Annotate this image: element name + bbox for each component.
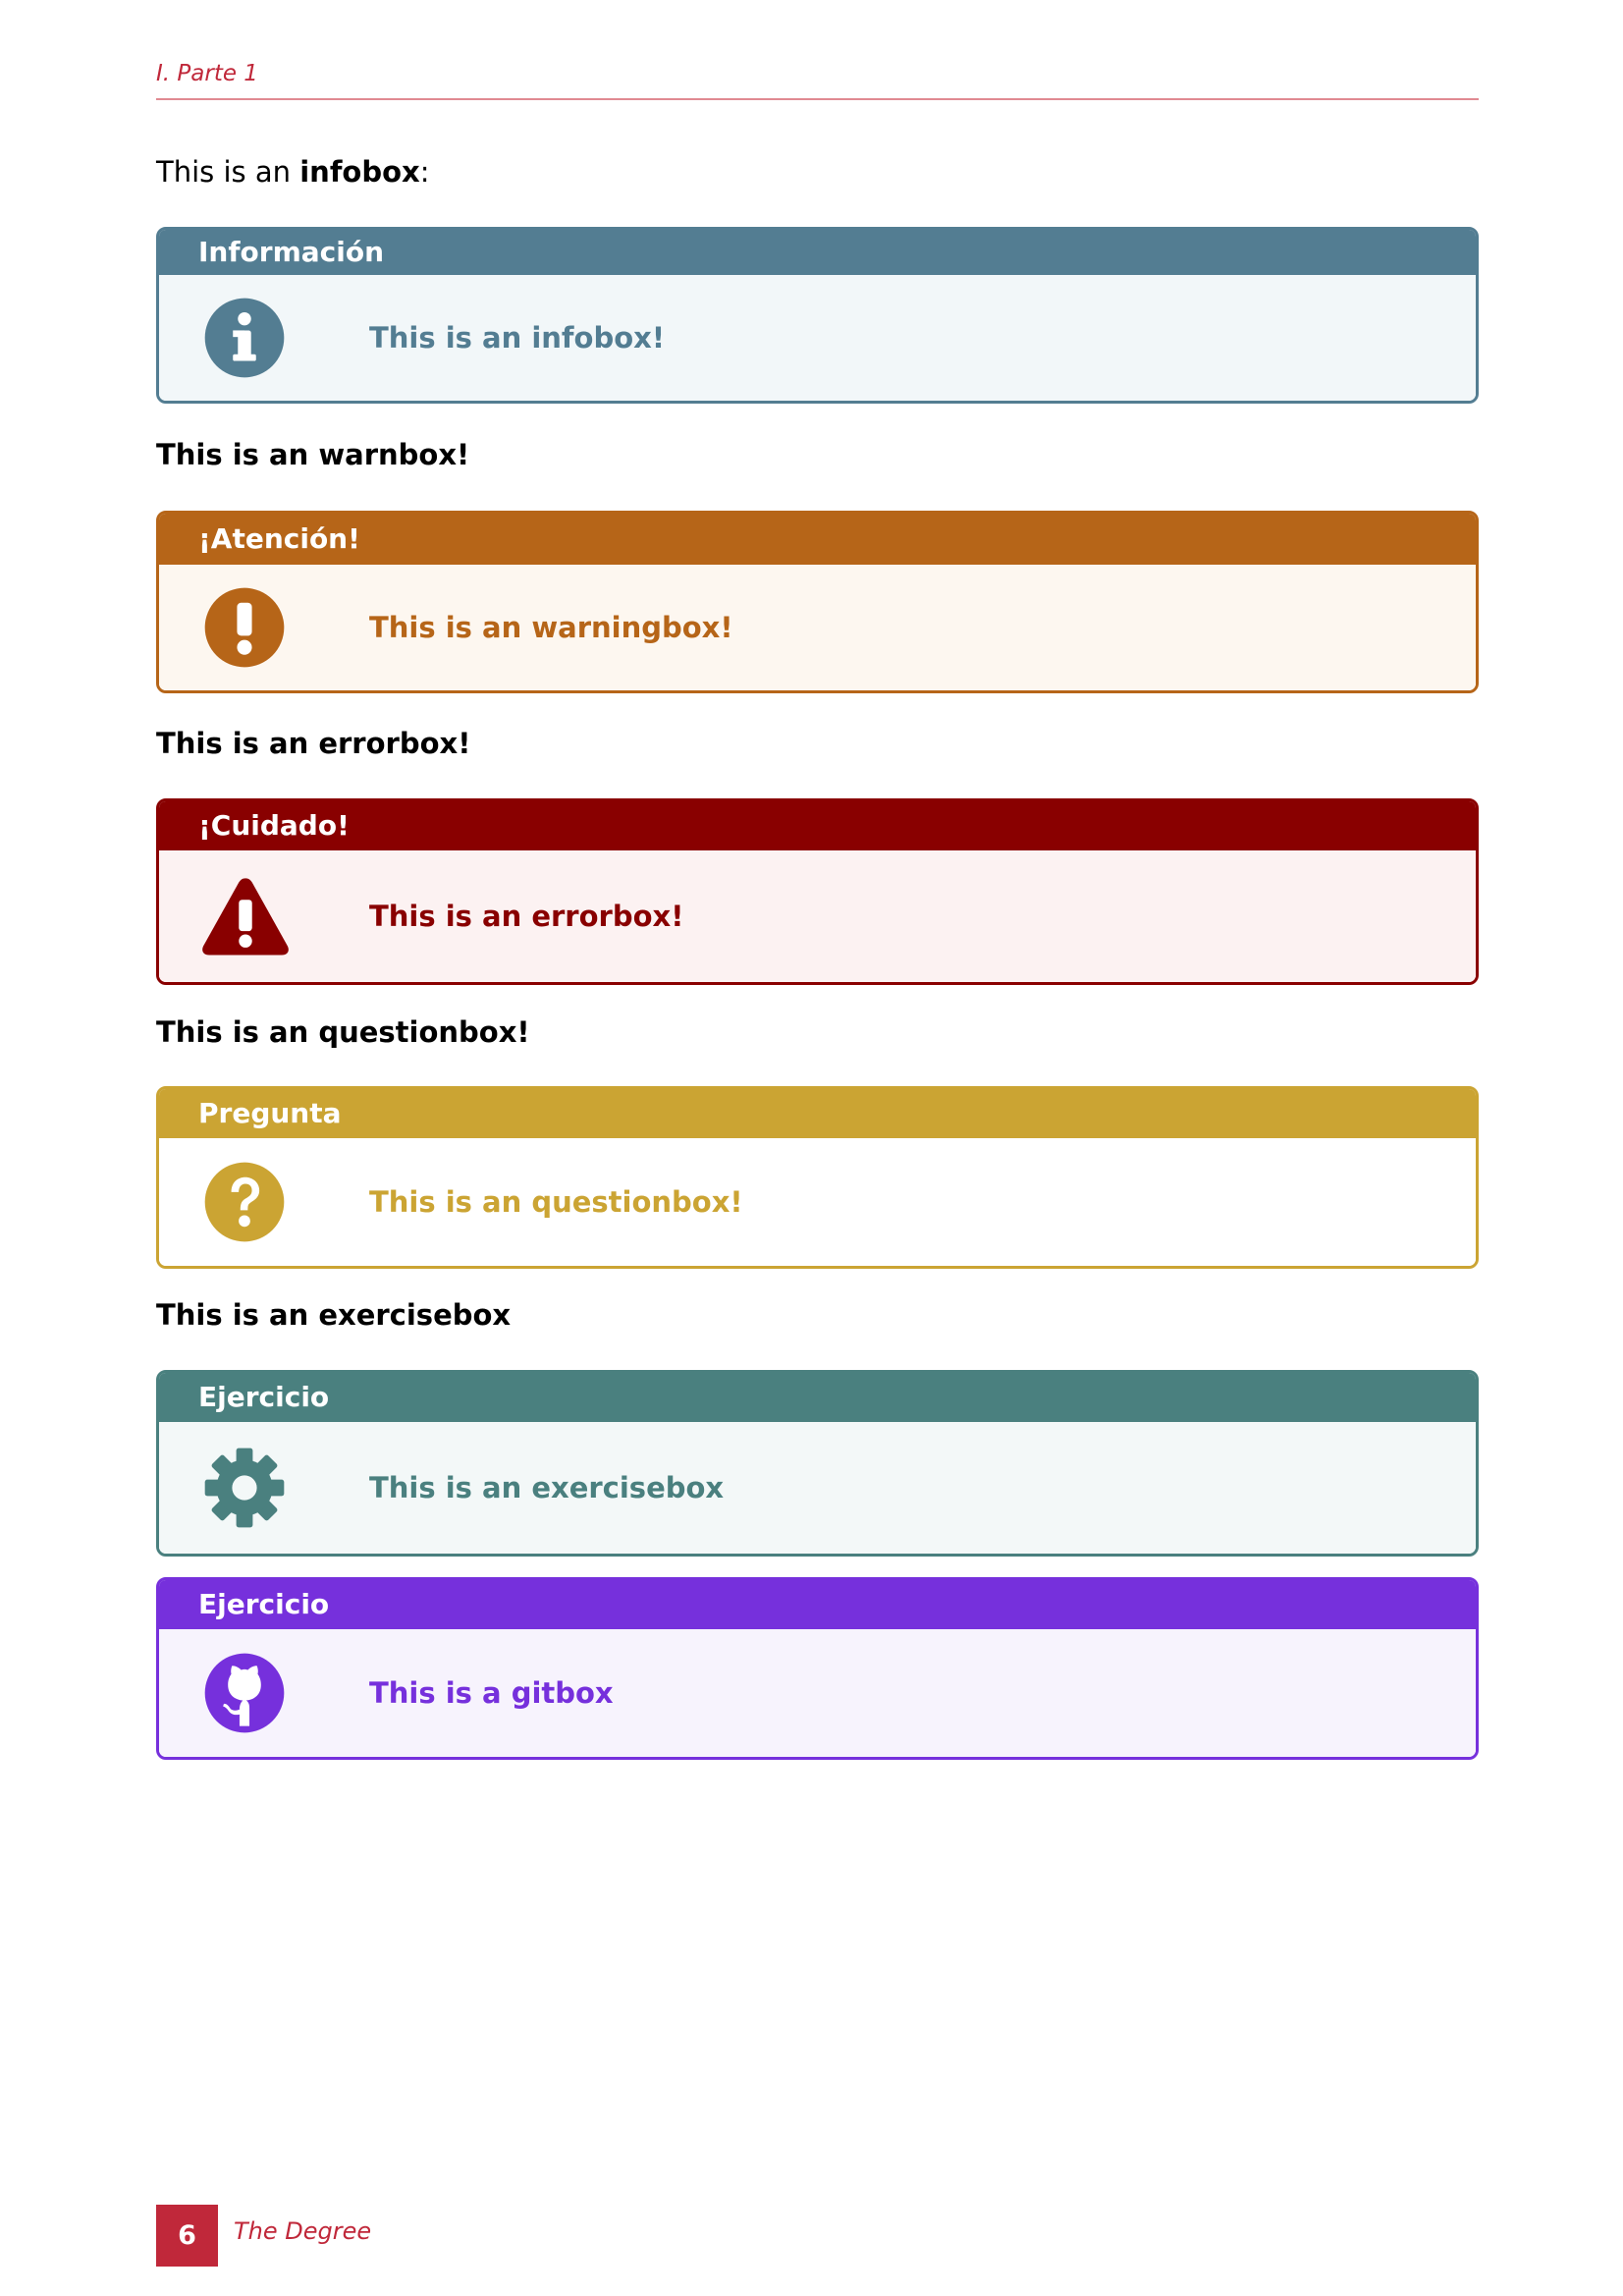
gear-icon xyxy=(203,1447,286,1529)
infobox-message: This is an infobox! xyxy=(369,321,666,355)
intro-paragraph xyxy=(156,155,430,189)
gitbox-message: This is a gitbox xyxy=(369,1676,614,1710)
exclamation-circle-icon xyxy=(203,586,286,669)
exercisebox-lead: This is an exercisebox xyxy=(156,1298,512,1332)
exercisebox-message: This is an exercisebox xyxy=(369,1471,725,1504)
intro-bold: infobox xyxy=(299,155,420,189)
warnbox-body xyxy=(159,565,1476,690)
page-number-text: 6 xyxy=(178,2220,196,2251)
errorbox-message: This is an errorbox! xyxy=(369,900,684,933)
questionbox-body xyxy=(159,1138,1476,1266)
intro-prefix: This is an xyxy=(156,155,300,189)
gitbox-title-bar xyxy=(159,1580,1476,1629)
errorbox-body xyxy=(159,850,1476,982)
questionbox-lead: This is an questionbox! xyxy=(156,1015,530,1049)
warnbox-title: ¡Atención! xyxy=(198,522,360,555)
gitbox-title: Ejercicio xyxy=(198,1588,330,1620)
errorbox-title-bar xyxy=(159,801,1476,850)
github-icon xyxy=(203,1652,286,1734)
exercisebox-body xyxy=(159,1422,1476,1554)
footer-book-title: The Degree xyxy=(234,2217,372,2245)
running-header-title: I. Parte 1 xyxy=(156,61,258,86)
warnbox-message: This is an warningbox! xyxy=(369,611,733,644)
questionbox-title: Pregunta xyxy=(198,1097,342,1129)
infobox xyxy=(156,227,1479,404)
infobox-title-bar xyxy=(159,230,1476,275)
warnbox xyxy=(156,511,1479,693)
questionbox xyxy=(156,1086,1479,1269)
question-circle-icon xyxy=(203,1161,286,1243)
questionbox-message: This is an questionbox! xyxy=(369,1185,743,1219)
page-number xyxy=(156,2205,218,2267)
warnbox-lead: This is an warnbox! xyxy=(156,438,470,471)
infobox-title: Información xyxy=(198,236,385,268)
questionbox-title-bar xyxy=(159,1089,1476,1138)
infobox-body xyxy=(159,275,1476,401)
exercisebox-title: Ejercicio xyxy=(198,1381,330,1413)
exercisebox-title-bar xyxy=(159,1373,1476,1422)
running-header xyxy=(156,61,1479,100)
errorbox-lead: This is an errorbox! xyxy=(156,727,471,760)
errorbox xyxy=(156,798,1479,985)
errorbox-title: ¡Cuidado! xyxy=(198,809,350,842)
gitbox xyxy=(156,1577,1479,1760)
warning-triangle-icon xyxy=(198,875,293,957)
gitbox-body xyxy=(159,1629,1476,1757)
info-circle-icon xyxy=(203,297,286,379)
warnbox-title-bar xyxy=(159,514,1476,565)
exercisebox xyxy=(156,1370,1479,1557)
intro-suffix: : xyxy=(419,155,430,189)
